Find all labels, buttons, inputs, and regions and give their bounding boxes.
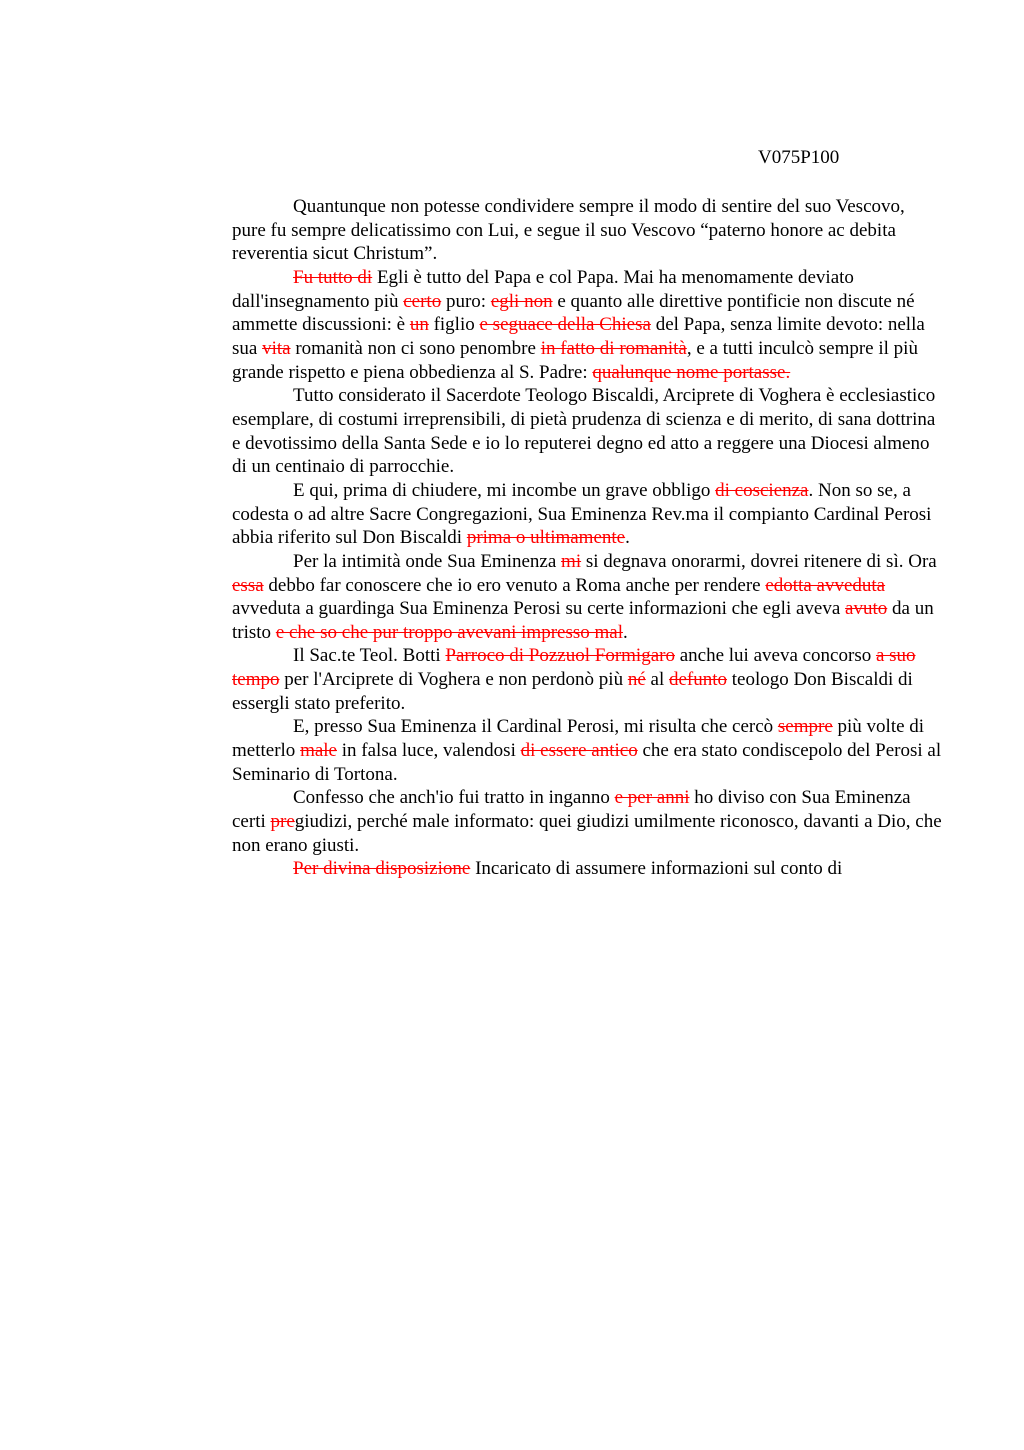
- paragraph: [232, 550, 942, 645]
- deleted-text: male: [300, 740, 337, 762]
- deleted-text: egli non: [490, 290, 553, 312]
- deleted-text: Fu tutto di: [293, 266, 373, 288]
- deleted-text: a suo tempo: [232, 645, 916, 691]
- deleted-text: qualunque nome portasse.: [592, 361, 791, 383]
- text-segment: E, presso Sua Eminenza il Cardinal Perosi, mi risulta che cercò: [293, 716, 778, 738]
- deleted-text: e seguace della Chiesa: [479, 314, 651, 336]
- text-segment: , e a tutti inculcò sempre il più grande rispetto e piena obbedienza al S. Padre:: [232, 337, 918, 383]
- deleted-text: Per divina disposizione: [293, 858, 471, 880]
- text-segment: puro:: [441, 290, 491, 312]
- page-code: V075P100: [758, 147, 840, 168]
- deleted-text: prima o ultimamente: [466, 527, 626, 549]
- deleted-text: avuto: [845, 598, 888, 620]
- deleted-text: defunto: [668, 669, 728, 691]
- text-segment: Confesso che anch'io fui tratto in inganno: [293, 787, 615, 809]
- text-segment: Incaricato di assumere informazioni sul conto di: [470, 858, 843, 880]
- text-segment: Tutto considerato il Sacerdote Teologo Biscaldi, Arciprete di Voghera è ecclesiastico esemplare, di costumi irreprensibili, di pietà prudenza di scienza e di merito, di sana dottrina e devotissimo della Santa Sede e io lo reputerei degno ed atto a reggere una Diocesi almeno di un centinaio di parrocchie.: [232, 385, 936, 478]
- text-segment: da un tristo: [232, 598, 934, 643]
- text-segment: giudizi, perché male informato: quei giudizi umilmente riconosco, davanti a Dio, che non erano giusti.: [232, 811, 942, 856]
- text-segment: .: [622, 621, 628, 643]
- text-segment: ho diviso con Sua Eminenza certi: [232, 787, 911, 833]
- paragraph: [232, 857, 942, 881]
- text-segment: debbo far conoscere che io ero venuto a Roma anche per rendere: [263, 574, 766, 596]
- paragraph: [232, 644, 942, 715]
- document-body: [232, 195, 942, 881]
- deleted-text: un: [409, 314, 429, 336]
- paragraph: [232, 384, 942, 479]
- deleted-text: mi: [561, 550, 582, 572]
- text-segment: e quanto alle direttive pontificie non discute né ammette discussioni: è: [232, 290, 915, 336]
- text-segment: Il Sac.te Teol. Botti: [293, 645, 446, 667]
- text-segment: .: [625, 527, 630, 549]
- paragraph: [232, 479, 942, 550]
- text-segment: del Papa, senza limite devoto: nella sua: [232, 314, 925, 359]
- paragraph: [232, 266, 942, 384]
- text-segment: per l'Arciprete di Voghera e non perdonò più: [279, 669, 628, 691]
- paragraph: [232, 715, 942, 786]
- paragraph: [232, 195, 942, 266]
- deleted-text: certo: [403, 290, 442, 312]
- text-segment: romanità non ci sono penombre: [290, 337, 541, 359]
- text-segment: al: [645, 669, 669, 691]
- deleted-text: né: [627, 669, 646, 691]
- deleted-text: Parroco di Pozzuol Formigaro: [445, 645, 675, 667]
- paragraph: [232, 786, 942, 857]
- text-segment: in falsa luce, valendosi: [337, 740, 521, 762]
- text-segment: si degnava onorarmi, dovrei ritenere di sì. Ora: [581, 550, 937, 572]
- text-segment: figlio: [428, 314, 480, 336]
- deleted-text: in fatto di romanità: [540, 337, 687, 359]
- deleted-text: pre: [270, 811, 295, 833]
- deleted-text: edotta avveduta: [765, 574, 886, 596]
- text-segment: E qui, prima di chiudere, mi incombe un grave obbligo: [293, 479, 716, 501]
- text-segment: più volte di metterlo: [232, 716, 925, 762]
- deleted-text: di coscienza: [715, 479, 809, 501]
- text-segment: teologo Don Biscaldi di essergli stato preferito.: [232, 669, 913, 714]
- deleted-text: vita: [262, 337, 291, 359]
- deleted-text: sempre: [777, 716, 833, 738]
- text-segment: avveduta a guardinga Sua Eminenza Perosi su certe informazioni che egli aveva: [232, 598, 846, 620]
- text-segment: che era stato condiscepolo del Perosi al Seminario di Tortona.: [232, 740, 942, 785]
- deleted-text: e per anni: [614, 787, 690, 809]
- text-segment: . Non so se, a codesta o ad altre Sacre Congregazioni, Sua Eminenza Rev.ma il compianto Cardinal Perosi abbia riferito sul Don Biscaldi: [232, 479, 932, 549]
- text-segment: Quantunque non potesse condividere sempre il modo di sentire del suo Vescovo, pure fu sempre delicatissimo con Lui, e segue il suo Vescovo “paterno honore ac debita reverentia sicut Christum”.: [232, 196, 905, 265]
- text-segment: Egli è tutto del Papa e col Papa. Mai ha menomamente deviato dall'insegnamento più: [232, 266, 854, 312]
- text-segment: anche lui aveva concorso: [674, 645, 876, 667]
- deleted-text: e che so che pur troppo avevani impresso mal: [275, 621, 623, 643]
- deleted-text: essa: [232, 574, 264, 596]
- text-segment: Per la intimità onde Sua Eminenza: [293, 550, 562, 572]
- deleted-text: di essere antico: [520, 740, 638, 762]
